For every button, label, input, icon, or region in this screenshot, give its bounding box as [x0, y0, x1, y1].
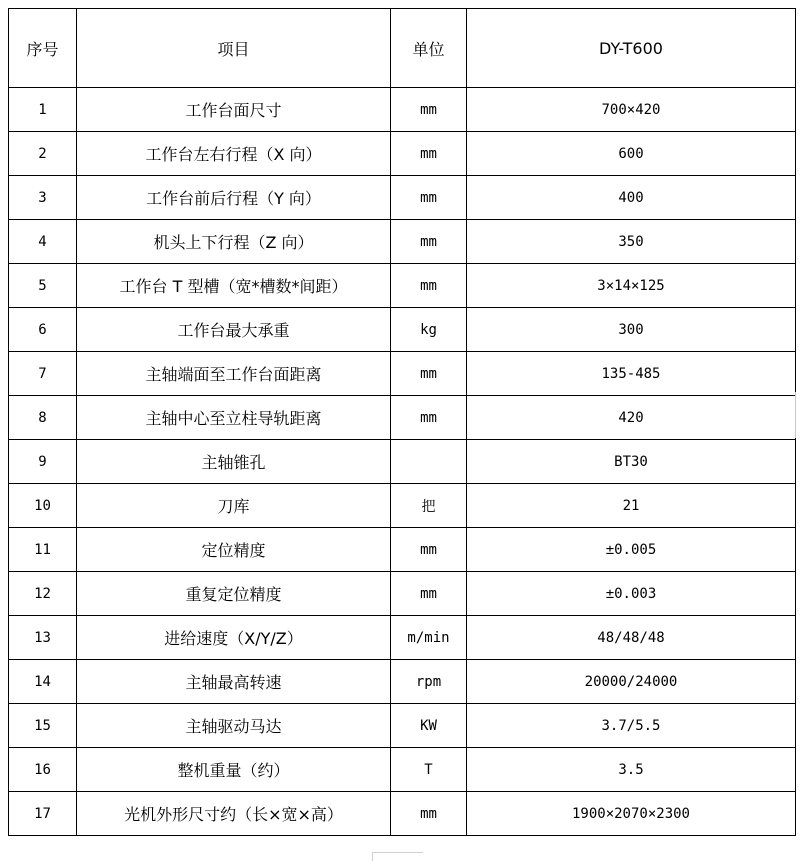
row-value: 420 [467, 396, 796, 440]
row-no: 17 [9, 792, 77, 836]
header-model: DY-T600 [467, 9, 796, 88]
row-value: 3.7/5.5 [467, 704, 796, 748]
row-no: 7 [9, 352, 77, 396]
row-value: 400 [467, 176, 796, 220]
table-row [9, 352, 796, 396]
table-body [9, 88, 796, 836]
row-no: 14 [9, 660, 77, 704]
row-unit: mm [391, 396, 467, 440]
row-unit [391, 440, 467, 484]
row-unit: m/min [391, 616, 467, 660]
edge-mark [795, 392, 800, 438]
table-row [9, 748, 796, 792]
row-value: 48/48/48 [467, 616, 796, 660]
row-item: 主轴锥孔 [77, 440, 391, 484]
spec-table [8, 8, 796, 836]
row-unit: mm [391, 792, 467, 836]
header-no: 序号 [9, 9, 77, 88]
row-item: 主轴最高转速 [77, 660, 391, 704]
row-unit: mm [391, 88, 467, 132]
row-unit: kg [391, 308, 467, 352]
row-no: 12 [9, 572, 77, 616]
row-item: 主轴驱动马达 [77, 704, 391, 748]
row-value: 1900×2070×2300 [467, 792, 796, 836]
row-unit: mm [391, 220, 467, 264]
row-unit: mm [391, 264, 467, 308]
row-value: 3×14×125 [467, 264, 796, 308]
row-no: 15 [9, 704, 77, 748]
row-value: 350 [467, 220, 796, 264]
row-item: 工作台 T 型槽（宽*槽数*间距） [77, 264, 391, 308]
row-no: 1 [9, 88, 77, 132]
row-value: 3.5 [467, 748, 796, 792]
row-value: 135-485 [467, 352, 796, 396]
table-row [9, 396, 796, 440]
row-value: 300 [467, 308, 796, 352]
row-no: 3 [9, 176, 77, 220]
row-value: BT30 [467, 440, 796, 484]
row-item: 工作台左右行程（X 向） [77, 132, 391, 176]
row-item: 主轴中心至立柱导轨距离 [77, 396, 391, 440]
row-no: 6 [9, 308, 77, 352]
table-row [9, 572, 796, 616]
row-item: 工作台最大承重 [77, 308, 391, 352]
table-row [9, 792, 796, 836]
row-item: 工作台面尺寸 [77, 88, 391, 132]
table-row [9, 88, 796, 132]
header-item: 项目 [77, 9, 391, 88]
table-row [9, 616, 796, 660]
row-item: 进给速度（X/Y/Z） [77, 616, 391, 660]
row-no: 8 [9, 396, 77, 440]
row-unit: T [391, 748, 467, 792]
row-value: 600 [467, 132, 796, 176]
table-row [9, 308, 796, 352]
table-row [9, 220, 796, 264]
header-unit: 单位 [391, 9, 467, 88]
row-no: 10 [9, 484, 77, 528]
row-unit: mm [391, 528, 467, 572]
table-row [9, 176, 796, 220]
row-unit: 把 [391, 484, 467, 528]
row-value: 21 [467, 484, 796, 528]
row-item: 刀库 [77, 484, 391, 528]
row-unit: mm [391, 176, 467, 220]
row-value: 20000/24000 [467, 660, 796, 704]
row-no: 13 [9, 616, 77, 660]
row-no: 5 [9, 264, 77, 308]
table-row [9, 132, 796, 176]
row-unit: mm [391, 352, 467, 396]
table-row [9, 484, 796, 528]
row-item: 重复定位精度 [77, 572, 391, 616]
row-value: 700×420 [467, 88, 796, 132]
header-row [9, 9, 796, 88]
row-unit: rpm [391, 660, 467, 704]
row-item: 工作台前后行程（Y 向） [77, 176, 391, 220]
row-unit: mm [391, 132, 467, 176]
row-item: 机头上下行程（Z 向） [77, 220, 391, 264]
row-unit: KW [391, 704, 467, 748]
row-item: 主轴端面至工作台面距离 [77, 352, 391, 396]
row-value: ±0.003 [467, 572, 796, 616]
row-value: ±0.005 [467, 528, 796, 572]
row-no: 16 [9, 748, 77, 792]
row-unit: mm [391, 572, 467, 616]
row-no: 9 [9, 440, 77, 484]
row-no: 11 [9, 528, 77, 572]
row-no: 4 [9, 220, 77, 264]
table-row [9, 528, 796, 572]
row-no: 2 [9, 132, 77, 176]
row-item: 光机外形尺寸约（长×宽×高） [77, 792, 391, 836]
row-item: 定位精度 [77, 528, 391, 572]
row-item: 整机重量（约） [77, 748, 391, 792]
table-row [9, 660, 796, 704]
table-row [9, 440, 796, 484]
table-row [9, 704, 796, 748]
table-row [9, 264, 796, 308]
